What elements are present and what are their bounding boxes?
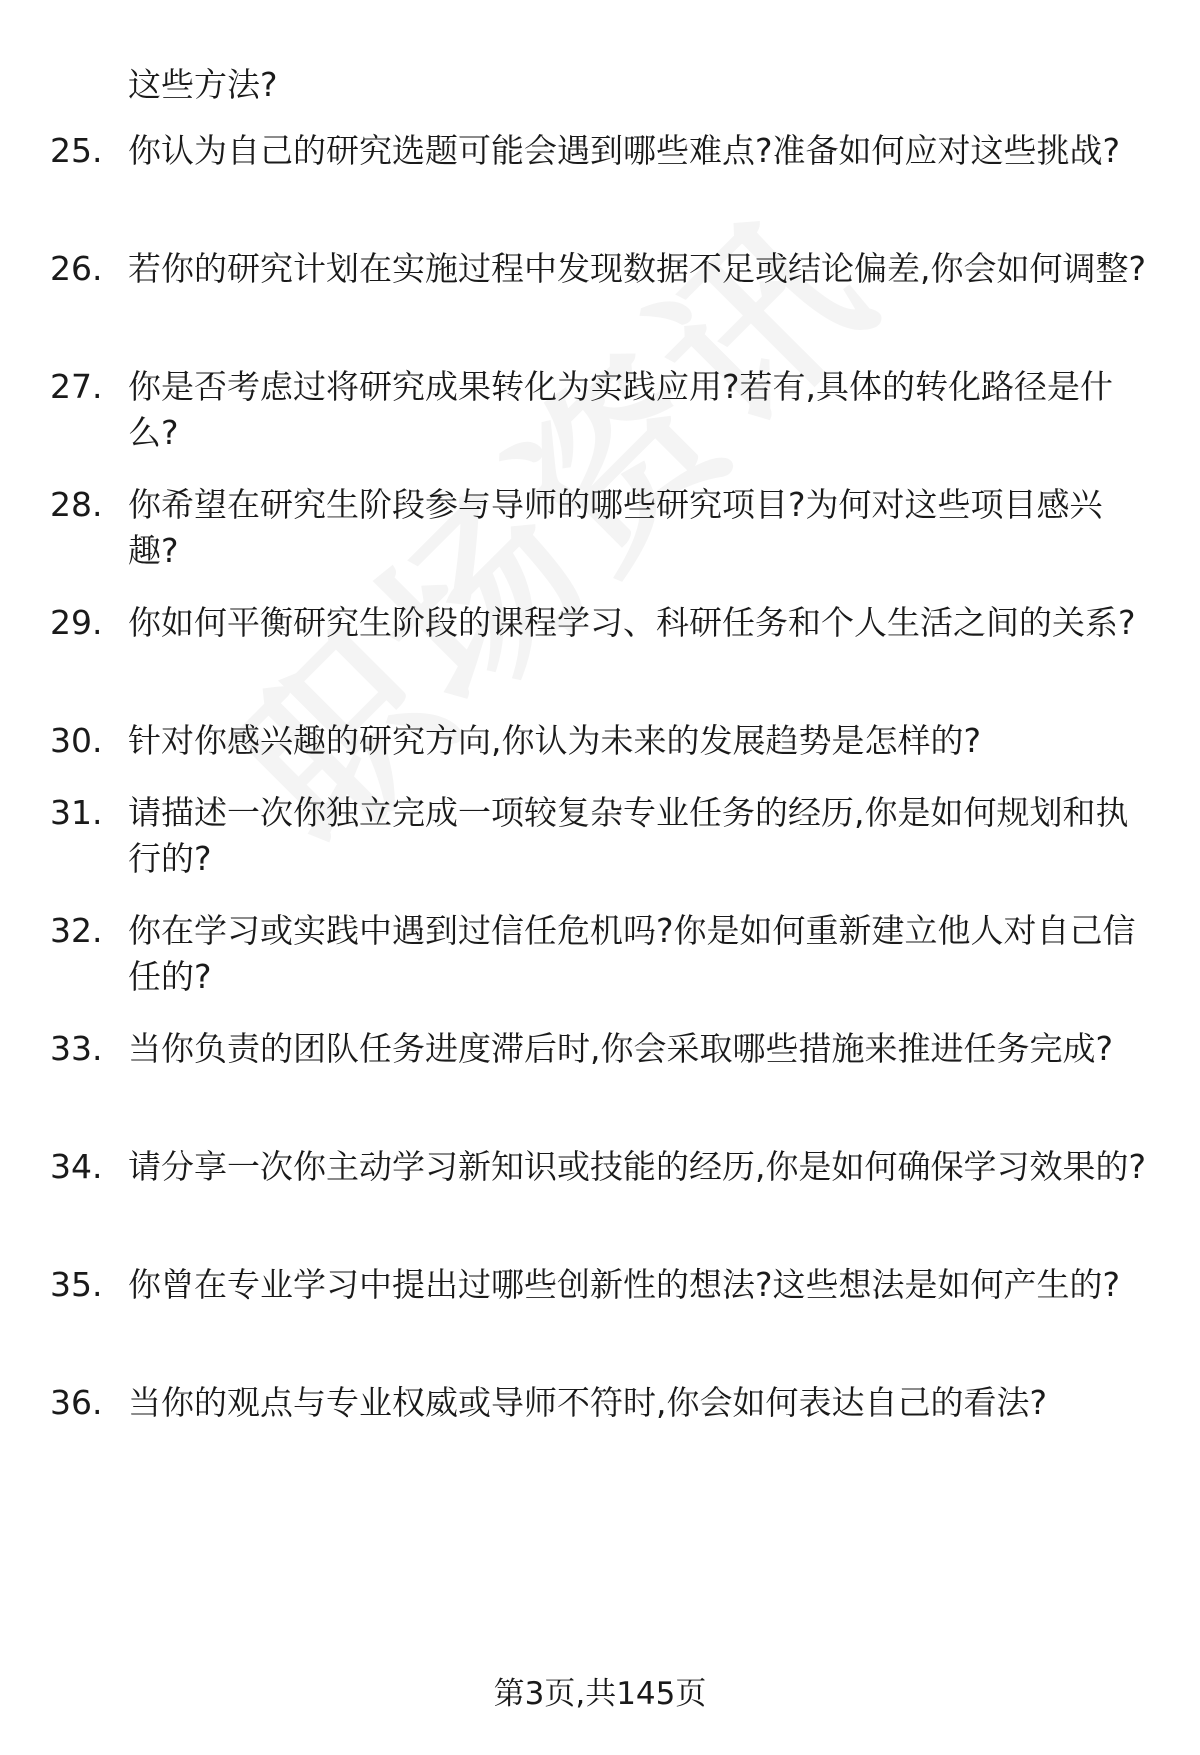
question-number: 25.	[50, 131, 103, 170]
question-item	[50, 790, 1150, 882]
question-item	[50, 908, 1150, 1000]
question-item	[50, 600, 1150, 646]
question-text: 你认为自己的研究选题可能会遇到哪些难点?准备如何应对这些挑战?	[128, 131, 1121, 170]
continued-question-text: 这些方法?	[128, 65, 278, 104]
page-number-footer: 第3页,共145页	[493, 1676, 707, 1712]
question-text: 请分享一次你主动学习新知识或技能的经历,你是如何确保学习效果的?	[128, 1147, 1147, 1186]
question-item	[50, 364, 1150, 456]
question-text: 当你的观点与专业权威或导师不符时,你会如何表达自己的看法?	[128, 1383, 1048, 1422]
question-text: 针对你感兴趣的研究方向,你认为未来的发展趋势是怎样的?	[128, 721, 982, 760]
question-text: 当你负责的团队任务进度滞后时,你会采取哪些措施来推进任务完成?	[128, 1029, 1114, 1068]
question-text: 你是否考虑过将研究成果转化为实践应用?若有,具体的转化路径是什么?	[128, 367, 1114, 452]
question-number: 31.	[50, 793, 103, 832]
question-text: 你希望在研究生阶段参与导师的哪些研究项目?为何对这些项目感兴趣?	[128, 485, 1103, 570]
question-item	[50, 128, 1150, 174]
question-text: 你在学习或实践中遇到过信任危机吗?你是如何重新建立他人对自己信任的?	[128, 911, 1136, 996]
question-text: 你曾在专业学习中提出过哪些创新性的想法?这些想法是如何产生的?	[128, 1265, 1121, 1304]
question-number: 27.	[50, 367, 103, 406]
question-item	[50, 482, 1150, 574]
question-number: 26.	[50, 249, 103, 288]
question-item	[50, 1262, 1150, 1308]
question-item	[50, 1380, 1150, 1426]
question-item	[50, 1144, 1150, 1190]
question-item	[50, 1026, 1150, 1072]
question-number: 35.	[50, 1265, 103, 1304]
question-text: 请描述一次你独立完成一项较复杂专业任务的经历,你是如何规划和执行的?	[128, 793, 1129, 878]
question-item	[50, 246, 1150, 292]
question-number: 28.	[50, 485, 103, 524]
question-number: 33.	[50, 1029, 103, 1068]
question-number: 36.	[50, 1383, 103, 1422]
question-number: 34.	[50, 1147, 103, 1186]
question-number: 30.	[50, 721, 103, 760]
question-number: 32.	[50, 911, 103, 950]
question-text: 你如何平衡研究生阶段的课程学习、科研任务和个人生活之间的关系?	[128, 603, 1136, 642]
question-item	[50, 718, 1150, 764]
question-number: 29.	[50, 603, 103, 642]
question-text: 若你的研究计划在实施过程中发现数据不足或结论偏差,你会如何调整?	[128, 249, 1147, 288]
